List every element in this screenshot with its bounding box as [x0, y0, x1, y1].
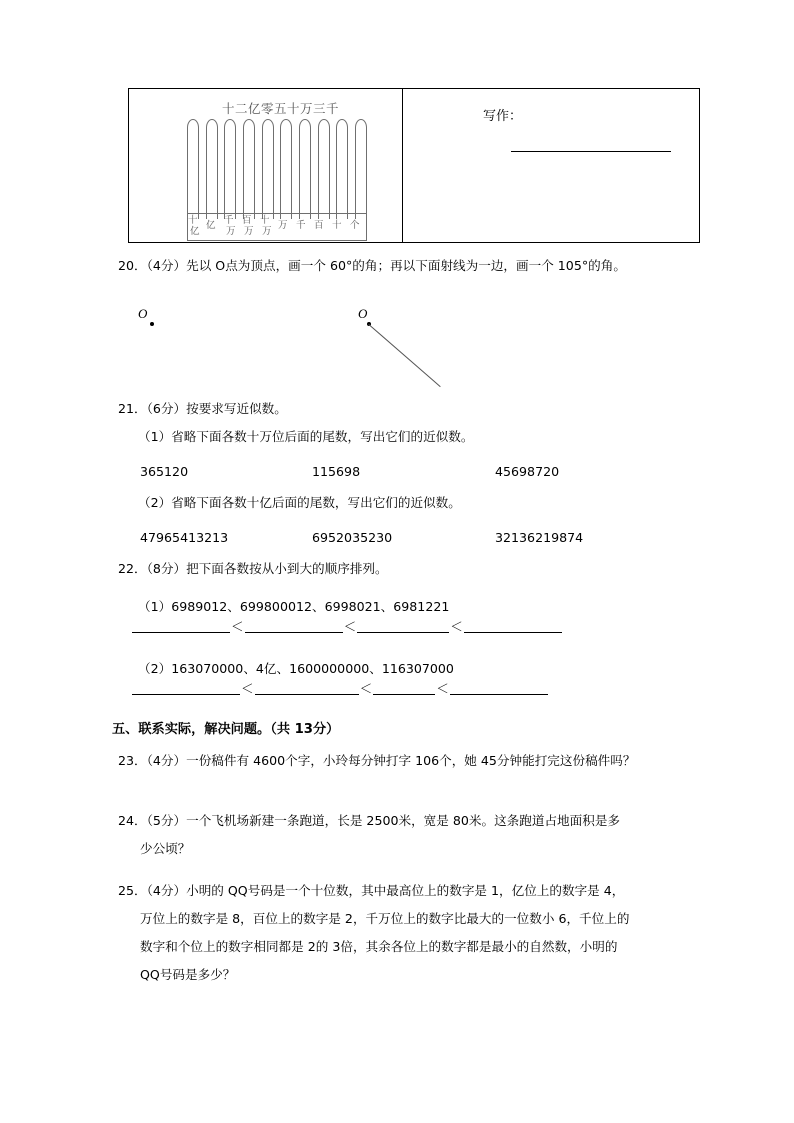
point-o-left-dot: [150, 322, 154, 326]
less-than-symbol: ＜: [241, 681, 254, 696]
place-value-ten-millions: [223, 213, 241, 241]
place-value-hundreds: [313, 213, 331, 241]
section-5-heading: 五、联系实际，解决问题。（共 13分）: [112, 722, 340, 737]
place-value-thousands: [295, 213, 313, 241]
number-item: 365120: [140, 464, 189, 479]
question-25-line-2: 万位上的数字是 8，百位上的数字是 2，千万位上的数字比最大的一位数小 6，千位上的: [140, 911, 630, 926]
place-value-hundred-thousands: [259, 213, 277, 241]
place-value-ten-thousands: [277, 213, 295, 241]
place-top: 十: [188, 215, 198, 226]
number-item: 6952035230: [312, 530, 393, 545]
abacus-place-labels: [187, 213, 367, 241]
answer-blank[interactable]: [132, 680, 240, 695]
write-label: 写作：: [483, 109, 523, 124]
number-item: 32136219874: [495, 530, 584, 545]
place-top: 百: [314, 220, 324, 231]
question-22-part2-blanks: [132, 680, 548, 695]
place-value-millions: [241, 213, 259, 241]
place-value-billions: [205, 213, 223, 241]
place-bottom: 亿: [190, 226, 200, 237]
answer-blank[interactable]: [245, 618, 343, 633]
abacus-rod: [318, 119, 330, 219]
question-21-stem: 21．（6分）按要求写近似数。: [118, 401, 287, 416]
number-item: 45698720: [495, 464, 560, 479]
abacus-question-table: [128, 88, 700, 243]
place-value-billions-ten: [187, 213, 205, 241]
write-answer-blank[interactable]: [511, 151, 671, 152]
question-24-line-2: 少公顷？: [140, 841, 191, 856]
number-item: 115698: [312, 464, 361, 479]
place-top: 千: [224, 215, 234, 226]
less-than-symbol: ＜: [359, 681, 373, 696]
abacus-cell: [129, 89, 403, 242]
place-value-ones: [349, 213, 367, 241]
number-item: 47965413213: [140, 530, 229, 545]
question-25-line-3: 数字和个位上的数字相同都是 2的 3倍，其余各位上的数字都是最小的自然数，小明的: [140, 939, 618, 954]
question-24-line-1: 24．（5分）一个飞机场新建一条跑道，长是 2500米，宽是 80米。这条跑道占地面积是多: [118, 813, 621, 828]
place-top: 个: [350, 220, 360, 231]
place-bottom: 万: [226, 226, 236, 237]
answer-blank[interactable]: [255, 680, 359, 695]
point-o-right-label: O: [358, 306, 368, 321]
abacus-rod: [262, 119, 274, 219]
place-top: 亿: [206, 220, 216, 231]
ray-line: [368, 324, 440, 387]
abacus-caption: 十二亿零五十万三千: [221, 101, 339, 116]
write-answer-cell: [403, 89, 699, 242]
place-top: 十: [260, 215, 270, 226]
place-bottom: 万: [244, 226, 254, 237]
place-top: 百: [242, 215, 252, 226]
question-22-part2-text: （2）163070000、4亿、1600000000、116307000: [138, 661, 454, 676]
place-value-tens: [331, 213, 349, 241]
question-22-part1-blanks: [132, 618, 562, 633]
question-23-text: 23．（4分）一份稿件有 4600个字，小玲每分钟打字 106个，她 45分钟能打完这份稿件吗？: [118, 753, 636, 768]
abacus-diagram: [187, 119, 367, 237]
place-top: 万: [278, 220, 288, 231]
question-20-text: 20．（4分）先以 O点为顶点，画一个 60°的角；再以下面射线为一边，画一个 105°的角。: [118, 258, 626, 273]
point-o-left-label: O: [138, 306, 148, 321]
less-than-symbol: ＜: [231, 619, 244, 634]
less-than-symbol: ＜: [343, 619, 357, 634]
abacus-rod: [224, 119, 236, 219]
abacus-rod: [299, 119, 311, 219]
question-22-stem: 22．（8分）把下面各数按从小到大的顺序排列。: [118, 561, 388, 576]
abacus-rod: [206, 119, 218, 219]
place-bottom: 万: [262, 226, 272, 237]
abacus-rod: [280, 119, 292, 219]
less-than-symbol: ＜: [436, 681, 449, 696]
question-25-line-1: 25．（4分）小明的 QQ号码是一个十位数，其中最高位上的数字是 1，亿位上的数字是 4，: [118, 883, 625, 898]
abacus-rods: [187, 119, 367, 219]
question-21-part1-text: （1）省略下面各数十万位后面的尾数，写出它们的近似数。: [138, 429, 474, 444]
question-25-line-4: QQ号码是多少？: [140, 967, 236, 982]
abacus-rod: [355, 119, 367, 219]
abacus-rod: [243, 119, 255, 219]
answer-blank[interactable]: [132, 618, 230, 633]
less-than-symbol: ＜: [450, 619, 463, 634]
abacus-rod: [336, 119, 348, 219]
question-22-part1-text: （1）6989012、699800012、6998021、6981221: [138, 599, 450, 614]
answer-blank[interactable]: [450, 680, 548, 695]
abacus-rod: [187, 119, 199, 219]
answer-blank[interactable]: [357, 618, 449, 633]
question-21-part2-text: （2）省略下面各数十亿后面的尾数，写出它们的近似数。: [138, 495, 461, 510]
place-top: 千: [296, 220, 306, 231]
answer-blank[interactable]: [464, 618, 562, 633]
place-top: 十: [332, 220, 342, 231]
answer-blank[interactable]: [373, 680, 435, 695]
